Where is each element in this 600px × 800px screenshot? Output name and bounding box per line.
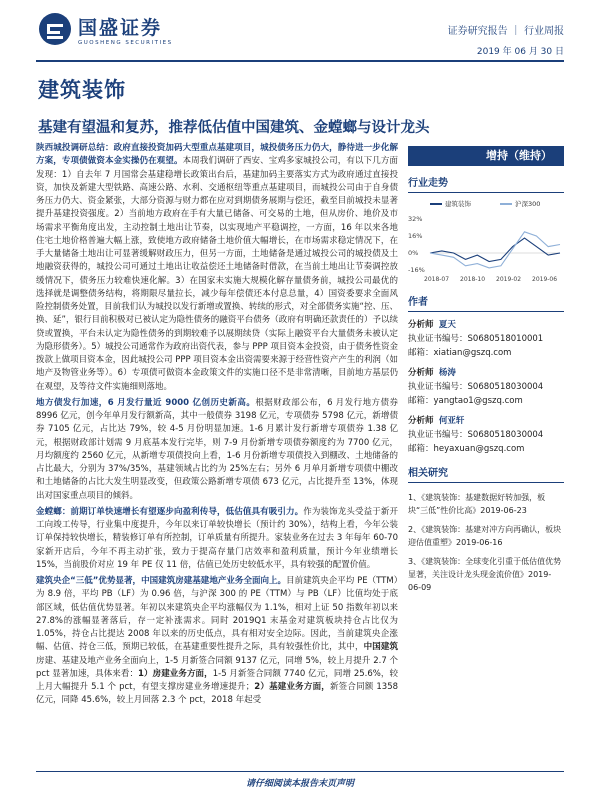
author-1-license-label: 执业证书编号：	[408, 334, 468, 344]
x-tick-2: 2018-10	[460, 276, 486, 283]
related-item-1[interactable]: 1、《建筑装饰：基建数据好转加强，板块“三低”性价比高》2019-06-23	[408, 493, 546, 515]
trend-heading: 行业走势	[408, 174, 564, 193]
author-3-email-label: 邮箱：	[408, 444, 434, 454]
author-2-license-label: 执业证书编号：	[408, 382, 468, 392]
related-list	[408, 491, 564, 594]
author-2-role: 分析师	[408, 368, 434, 378]
x-tick-4: 2019-06	[532, 276, 558, 283]
legend-sector-label: 建筑装饰	[445, 200, 471, 208]
legend-sector-swatch	[430, 203, 442, 205]
author-1-license: S0680518010001	[467, 334, 544, 344]
paragraph-4-company: 中国建筑	[363, 642, 398, 653]
related-item-2[interactable]: 2、《建筑装饰：基建对冲方向再确认，板块迎估值重塑》2019-06-16	[408, 525, 562, 547]
legend-index-swatch	[500, 203, 512, 205]
rating-badge: 增持（维持）	[408, 146, 564, 166]
author-3-license: S0680518030004	[467, 430, 544, 440]
paragraph-4-item2-text: 新签合同额 1358 亿元，同降 45.6%，较上月回落 2.3 个 pct，2018 年起受	[36, 682, 399, 706]
paragraph-1-text: 本周我们调研了西安、宝鸡多家城投公司，有以下几方面发现：1）自去年 7 月国常会基建稳增长政策出台后，基建加码主要落实方式为政府通过直接投资，加快及新建大型铁路、高速公路、水利、交通枢纽等重点基建项目，而城投公司由于自身债务压力仍大、资金紧张，大部分资源与财力都在应对到期债务展期与偿还，截至目前城投未显著提升基建投资强度。2）当前地方政府在手有大量已储备、可交易的土地，但从房价、地价及市场需求平衡角度出发，主动控制土地出让节奏，以实现地产平稳调控，一方面，16 年以来各地住宅土地价格普遍大幅上涨，致使地方政府储备土地价值大幅增长，在市场需求稳定情况下，在手大量储备土地出让可显著缓解财政压力，但另一方面，土地储备是通过城投公司的城投债及土地融资获得的，城投公司可通过土地出让收益偿还土地储备时借款，在当前土地出让节奏调控放缓情况下，债务压力较难快速化解。3）在国家未实施大规模化解存量债务前，城投公司最优的选择就是调整债务结构，将期限尽量拉长，减少每年偿债还本付息总量，4）国资委要求全面风险控制债务处置，目前我们认为城投以发行新增或置换、转续的形式，对全部债务实施“控、压、换、延”，银行目前积极对已被认定为隐性债务的融资平台债务（政府有明确还款责任的）予以续贷或置换，平台未认定为隐性债务的到期较难予以展期续贷（实际上融资平台大量债务未被认定为隐形债务）。5）城投公司通常作为政府出资代表，参与 PPP 项目资本金投资，由于债务性资金拨款上做项目资本金，因此城投公司 PPP 项目资本金出资需要来源于经营性资产产生的利润（如地产及物管业务等）。6）专项债可做资本金政策文件的实施口径不是非常清晰，目前地方基层仍在观望，及等待文件实施细则落地。	[36, 156, 398, 392]
report-body	[36, 142, 398, 711]
author-3-email[interactable]: heyaxuan@gszq.com	[433, 444, 525, 454]
paragraph-4-item1-lead: 1）房建业务方面，	[138, 668, 213, 679]
sidebar	[408, 146, 564, 600]
trend-chart-svg	[408, 197, 564, 285]
author-1-name: 夏天	[438, 320, 456, 330]
author-2	[408, 366, 564, 408]
paragraph-1-lead: 陕西城投调研总结：政府直接投资加码大型重点基建项目，城投债务压力仍大，静待进一步化解方案，专项债做资本金实操仍在观望。	[36, 143, 398, 167]
author-3-license-label: 执业证书编号：	[408, 430, 468, 440]
report-type: 证券研究报告 ｜ 行业周报	[447, 26, 564, 37]
author-1-role: 分析师	[408, 320, 434, 330]
related-heading: 相关研究	[408, 464, 564, 483]
paragraph-3	[36, 506, 398, 572]
report-date: 2019 年 06 月 30 日	[476, 47, 564, 57]
logo-chinese-name: 国盛证券	[78, 16, 163, 39]
author-1-email[interactable]: xiatian@gszq.com	[433, 348, 512, 358]
author-3	[408, 414, 564, 456]
paragraph-4	[36, 575, 398, 708]
paragraph-4-item1-text: 1-5 月新签合同额 7740 亿元，同增 25.6%，较上月大幅提升 5.1 个 pct，有望支撑房建业务增速提升；	[36, 668, 399, 692]
paragraph-4-item2-lead: 2）基建业务方面，	[254, 682, 330, 692]
x-tick-3: 2019-02	[496, 276, 522, 283]
authors-heading: 作者	[408, 293, 564, 312]
header-divider	[36, 60, 564, 62]
y-tick-0: 0%	[408, 249, 419, 257]
x-tick-1: 2018-07	[424, 276, 450, 283]
author-2-email-label: 邮箱：	[408, 396, 434, 406]
report-title: 基建有望温和复苏，推荐低估值中国建筑、金螳螂与设计龙头	[38, 120, 430, 136]
author-2-email[interactable]: yangtao1@gszq.com	[433, 396, 523, 406]
author-1-email-label: 邮箱：	[408, 348, 434, 358]
y-tick-16: 16%	[408, 232, 423, 240]
logo-mark-icon	[38, 12, 72, 46]
author-3-role: 分析师	[408, 416, 434, 426]
trend-chart	[408, 197, 564, 285]
paragraph-2-text: 根据财政部公布，6 月发行地方债券 8996 亿元，创今年单月发行额新高，其中一般债券 3198 亿元，专项债券 5798 亿元，新增债券 7105 亿元，占比达 79%，较 4-5 月份明显加速。1-6 月累计发行新增专项债券 1.38 亿元，根据财政部计划需 9 月底基本发行完毕，则 7-9 月份新增专项债券额度约为 7700 亿元，月均额度约 2560 亿元，从新增专项债投向上看，1-6 月份新增专项债投入到棚改、土地储备的占比最大，分别为 37%/35%，基建领域占比约为 25%左右；另外 6 月单月新增专项债中棚改和土地储备的占比大发生明显改变，但政策公路新增专项债 673 亿元，占比提升至 13%，体现出对国家重点项目的倾斜。	[36, 397, 398, 501]
paragraph-4-text: 目前建筑央企平均 PE（TTM）为 8.9 倍，平均 PB（LF）为 0.96 倍，与沪深 300 的 PE（TTM）与 PB（LF）比值均处于底部区域，低估值优势显著。年初以来建筑央企平均涨幅仅为 1.1%，相对上证 50 指数年初以来 27.8%的涨幅显著落后，存一定补涨需求。同时 2019Q1 末基金对建筑板块持仓占比仅为 1.05%，持仓占比提达 2008 年以来的历史低点，具有相对安全边际。因此，当前建筑央企涨幅、估值、持仓三低，预期已较低，在基建重要性提升之际，具有较强性价比，其中，	[36, 576, 398, 653]
paragraph-2	[36, 397, 398, 503]
footer-divider	[36, 771, 564, 772]
author-1	[408, 318, 564, 360]
paragraph-4-lead: 建筑央企“三低”优势显著，中国建筑房建基建地产业务全面向上。	[36, 576, 287, 586]
footer-disclaimer: 请仔细阅读本报告末页声明	[245, 779, 354, 789]
y-tick-neg16: -16%	[408, 266, 425, 274]
paragraph-2-lead: 地方债发行加速，6 月发行量近 9000 亿创历史新高。	[36, 397, 256, 408]
series-line-sector	[430, 238, 560, 261]
paragraph-3-lead: 金螳螂：前期订单快速增长有望逐步向盈利传导，低估值具有吸引力。	[36, 506, 304, 517]
paragraph-3-text: 作为装饰龙头受益于新开工向竣工传导，行业集中度提升，今年以来订单较快增长（预计约 30%），结构上看，今年公装订单保持较快增长，精装修订单有所控制，订单质量有所提升。家装业务在过去 3 年每年 60-70 家新开店后，今年不再主动扩张，致力于提高存量门店效率和盈利质量，预计今年业绩增长 15%，当前股价对应 19 年 PE 仅 11 倍，估值已处历史较低水平，具有较强的配置价值。	[36, 506, 398, 570]
sector-title: 建筑装饰	[38, 78, 126, 102]
paragraph-1	[36, 142, 398, 394]
author-2-name: 杨涛	[438, 368, 456, 378]
paragraph-4-tail: 房建、基建及地产业务全面向上，1-5 月新签合同额 9137 亿元，同增 5%，较上月提升 2.7 个 pct 显著加速，具体来看：	[36, 655, 398, 679]
company-logo	[38, 12, 173, 46]
legend-sector	[430, 199, 471, 208]
related-item-3[interactable]: 3、《建筑装饰：全球变化引重于低估值优势显著，关注设计龙头现金流价值》2019-06-09	[408, 557, 562, 592]
legend-index-label: 沪深300	[515, 200, 541, 208]
author-3-name: 何亚轩	[438, 416, 465, 426]
author-2-license: S0680518030004	[467, 382, 544, 392]
y-tick-32: 32%	[408, 215, 423, 223]
logo-english-name: GUOSHENG SECURITIES	[78, 39, 173, 46]
legend-index	[500, 199, 540, 208]
